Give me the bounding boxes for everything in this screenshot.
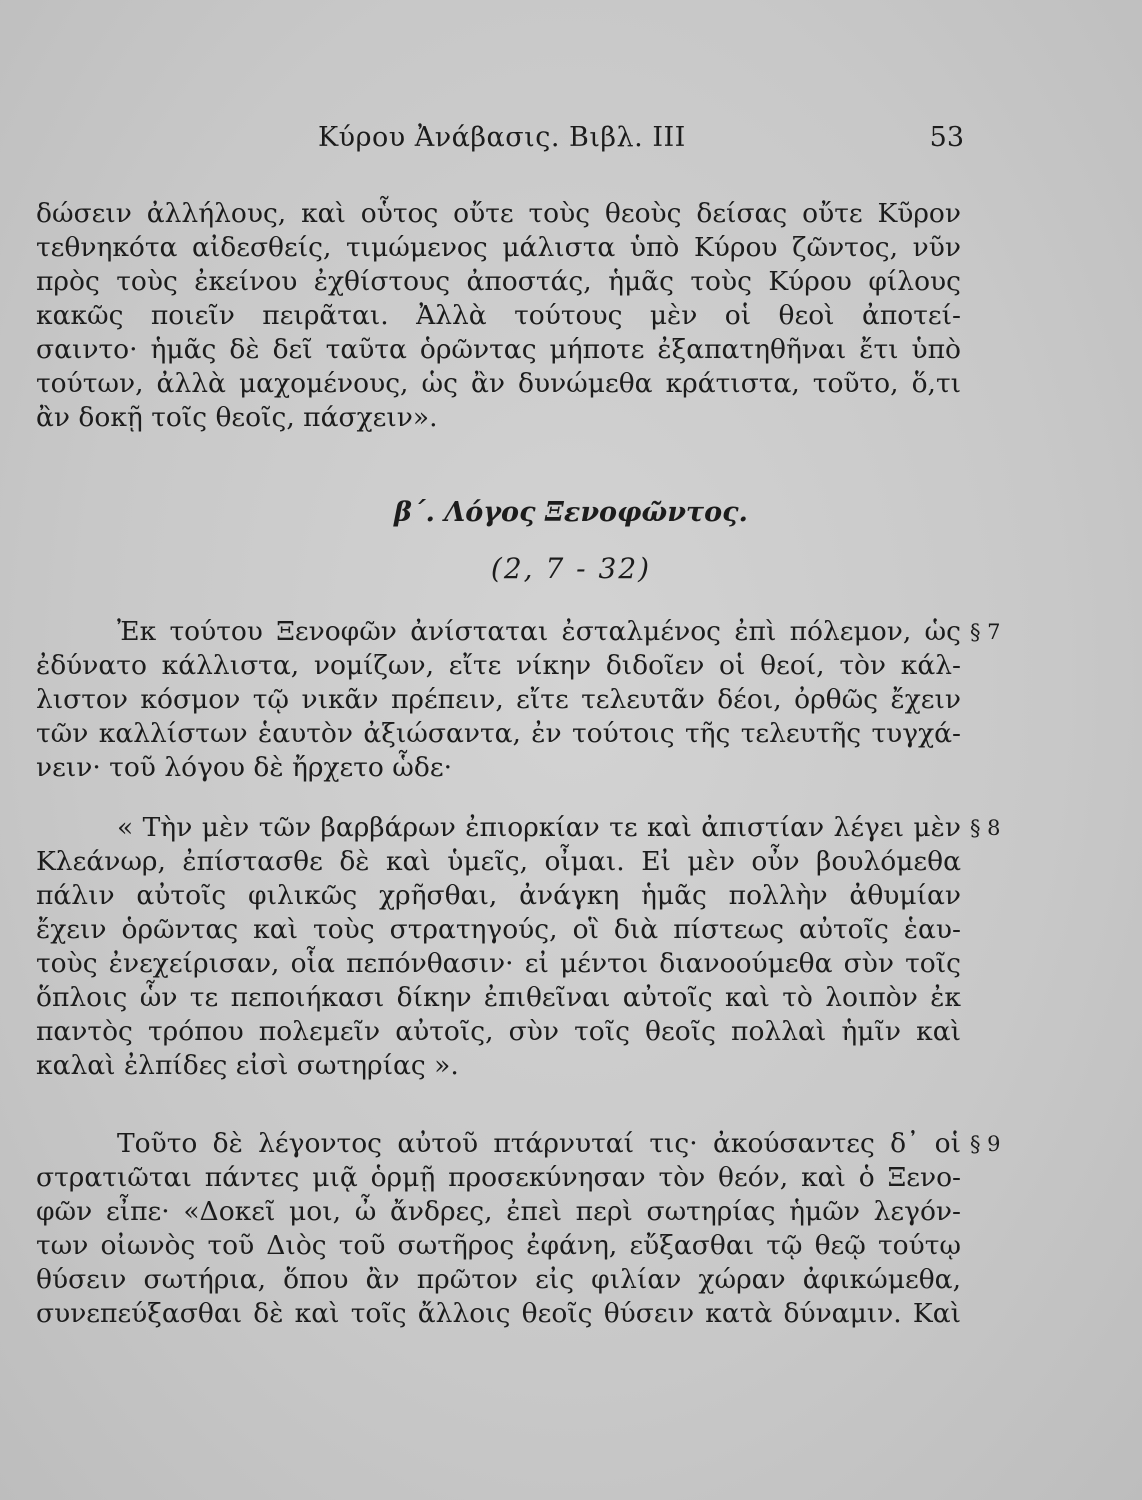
running-title: Κύρου Ἀνάβασις. Βιβλ. III <box>318 122 686 153</box>
text-line: στρατιῶται πάντες μιᾷ ὁρμῇ προσεκύνησαν τὸν θεόν, καὶ ὁ Ξενο- <box>36 1162 961 1193</box>
text-line: τεθνηκότα αἰδεσθείς, τιμώμενος μάλιστα ὑπὸ Κύρου ζῶντος, νῦν <box>36 232 961 263</box>
text-line: λιστον κόσμον τῷ νικᾶν πρέπειν, εἴτε τελευτᾶν δέοι, ὀρθῶς ἔχειν <box>36 684 961 715</box>
text-line: κακῶς ποιεῖν πειρᾶται. Ἀλλὰ τούτους μὲν οἱ θεοὶ ἀποτεί- <box>36 300 961 331</box>
text-line: ὅπλοις ὧν τε πεποιήκασι δίκην ἐπιθεῖναι αὐτοῖς καὶ τὸ λοιπὸν ἐκ <box>36 982 961 1013</box>
text-line: ἔχειν ὁρῶντας καὶ τοὺς στρατηγούς, οἳ διὰ πίστεως αὐτοῖς ἑαυ- <box>36 914 961 945</box>
text-line: « Τὴν μὲν τῶν βαρβάρων ἐπιορκίαν τε καὶ ἀπιστίαν λέγει μὲν <box>117 812 961 843</box>
text-line: παντὸς τρόπου πολεμεῖν αὐτοῖς, σὺν τοῖς θεοῖς πολλαὶ ἡμῖν καὶ <box>36 1016 961 1047</box>
text-line: τούτων, ἀλλὰ μαχομένους, ὡς ἂν δυνώμεθα κράτιστα, τοῦτο, ὅ,τι <box>36 368 961 399</box>
margin-section-number: § 7 <box>970 620 1001 644</box>
section-range: (2, 7 - 32) <box>490 552 652 585</box>
text-line: σαιντο· ἡμᾶς δὲ δεῖ ταῦτα ὁρῶντας μήποτε ἐξαπατηθῆναι ἔτι ὑπὸ <box>36 334 961 365</box>
text-line: φῶν εἶπε· «Δοκεῖ μοι, ὦ ἄνδρες, ἐπεὶ περὶ σωτηρίας ἡμῶν λεγόν- <box>36 1196 961 1227</box>
margin-section-number: § 8 <box>970 816 1001 840</box>
text-line: πάλιν αὐτοῖς φιλικῶς χρῆσθαι, ἀνάγκη ἡμᾶς πολλὴν ἀθυμίαν <box>36 880 961 911</box>
text-line: Κλεάνωρ, ἐπίστασθε δὲ καὶ ὑμεῖς, οἶμαι. Εἰ μὲν οὖν βουλόμεθα <box>36 846 961 877</box>
page-header <box>0 122 1142 162</box>
text-line: πρὸς τοὺς ἐκείνου ἐχθίστους ἀποστάς, ἡμᾶς τοὺς Κύρου φίλους <box>36 266 961 297</box>
section-title: β΄. Λόγος Ξενοφῶντος. <box>394 497 748 528</box>
text-line: καλαὶ ἐλπίδες εἰσὶ σωτηρίας ». <box>36 1050 459 1081</box>
text-line: Τοῦτο δὲ λέγοντος αὐτοῦ πτάρνυταί τις· ἀκούσαντες δ᾽ οἱ <box>117 1128 961 1159</box>
text-line: νειν· τοῦ λόγου δὲ ἤρχετο ὧδε· <box>36 752 453 783</box>
text-line: δώσειν ἀλλήλους, καὶ οὗτος οὔτε τοὺς θεοὺς δείσας οὔτε Κῦρον <box>36 198 961 229</box>
text-line: τῶν καλλίστων ἑαυτὸν ἀξιώσαντα, ἐν τούτοις τῆς τελευτῆς τυγχά- <box>36 718 961 749</box>
text-line: Ἐκ τούτου Ξενοφῶν ἀνίσταται ἐσταλμένος ἐπὶ πόλεμον, ὡς <box>117 616 961 647</box>
text-line: ἂν δοκῇ τοῖς θεοῖς, πάσχειν». <box>36 402 438 433</box>
text-line: τοὺς ἐνεχείρισαν, οἷα πεπόνθασιν· εἰ μέντοι διανοούμεθα σὺν τοῖς <box>36 948 961 979</box>
text-line: των οἰωνὸς τοῦ Διὸς τοῦ σωτῆρος ἐφάνη, εὔξασθαι τῷ θεῷ τούτῳ <box>36 1230 961 1261</box>
margin-section-number: § 9 <box>970 1132 1001 1156</box>
page-number: 53 <box>929 122 964 153</box>
text-line: συνεπεύξασθαι δὲ καὶ τοῖς ἄλλοις θεοῖς θύσειν κατὰ δύναμιν. Καὶ <box>36 1298 961 1329</box>
text-line: θύσειν σωτήρια, ὅπου ἂν πρῶτον εἰς φιλίαν χώραν ἀφικώμεθα, <box>36 1264 961 1295</box>
text-line: ἐδύνατο κάλλιστα, νομίζων, εἴτε νίκην διδοῖεν οἱ θεοί, τὸν κάλ- <box>36 650 961 681</box>
